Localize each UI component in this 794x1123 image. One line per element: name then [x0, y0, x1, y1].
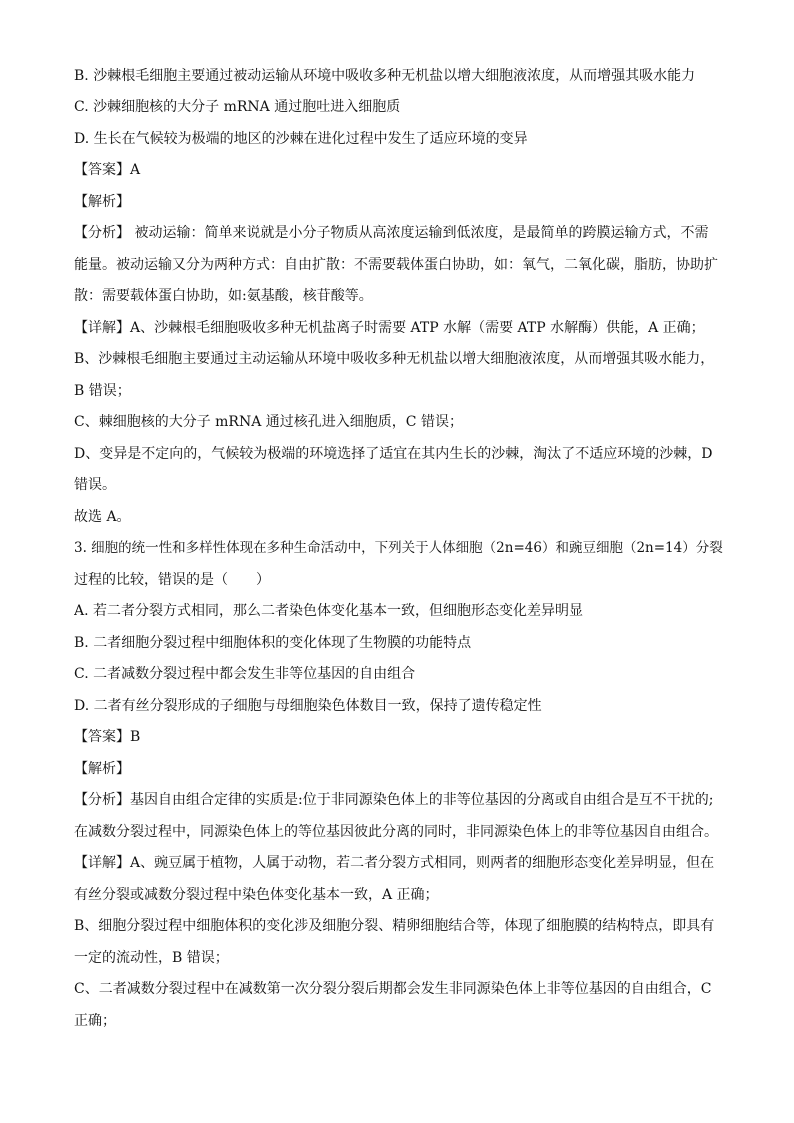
analysis-line: 【分析】基因自由组合定律的实质是:位于非同源染色体上的非等位基因的分离或自由组合是互不干扰的; [74, 792, 714, 808]
option-d-line: D. 二者有丝分裂形成的子细胞与母细胞染色体数目一致，保持了遗传稳定性 [74, 698, 542, 714]
answer-line: 【答案】B [74, 729, 141, 745]
question-3-line: 过程的比较，错误的是（ ） [74, 572, 270, 588]
option-b-line: B. 二者细胞分裂过程中细胞体积的变化体现了生物膜的功能特点 [74, 635, 472, 651]
detail-line: C、二者减数分裂过程中在减数第一次分裂分裂后期都会发生非同源染色体上非等位基因的自由组合，C [74, 981, 712, 997]
analysis-line: 散：需要载体蛋白协助，如:氨基酸，核苷酸等。 [74, 288, 373, 304]
option-c-line: C. 沙棘细胞核的大分子 mRNA 通过胞吐进入细胞质 [74, 99, 401, 115]
analysis-line: 能量。被动运输又分为两种方式：自由扩散：不需要载体蛋白协助，如：氧气，二氧化碳，脂肪，协助扩 [74, 257, 718, 273]
detail-line: 一定的流动性，B 错误； [74, 950, 229, 966]
detail-line: B、沙棘根毛细胞主要通过主动运输从环境中吸收多种无机盐以增大细胞液浓度，从而增强其吸水能力， [74, 351, 715, 367]
option-a-line: A. 若二者分裂方式相同，那么二者染色体变化基本一致，但细胞形态变化差异明显 [74, 603, 584, 619]
detail-line: 错误。 [74, 477, 116, 493]
detail-line: B 错误； [74, 383, 131, 399]
analysis-line: 在减数分裂过程中，同源染色体上的等位基因彼此分离的同时，非同源染色体上的非等位基因自由组合。 [74, 824, 718, 840]
answer-line: 【答案】A [74, 162, 141, 178]
question-3-line: 3. 细胞的统一性和多样性体现在多种生命活动中，下列关于人体细胞（2n=46）和豌豆细胞（2n=14）分裂 [74, 540, 723, 556]
explanation-heading: 【解析】 [74, 761, 130, 777]
choice-line: 故选 A。 [74, 509, 131, 525]
option-c-line: C. 二者减数分裂过程中都会发生非等位基因的自由组合 [74, 666, 416, 682]
detail-line: C、棘细胞核的大分子 mRNA 通过核孔进入细胞质，C 错误； [74, 414, 463, 430]
option-d-line: D. 生长在气候较为极端的地区的沙棘在进化过程中发生了适应环境的变异 [74, 131, 528, 147]
detail-line: 【详解】A、豌豆属于植物，人属于动物，若二者分裂方式相同，则两者的细胞形态变化差异明显，但在 [74, 855, 715, 871]
detail-line: 有丝分裂或减数分裂过程中染色体变化基本一致，A 正确； [74, 887, 439, 903]
detail-line: 正确； [74, 1013, 116, 1029]
explanation-heading: 【解析】 [74, 194, 130, 210]
analysis-line: 【分析】 被动运输：简单来说就是小分子物质从高浓度运输到低浓度，是最简单的跨膜运输方式，不需 [74, 225, 709, 241]
detail-line: 【详解】A、沙棘根毛细胞吸收多种无机盐离子时需要 ATP 水解（需要 ATP 水解酶）供能，A 正确； [74, 320, 705, 336]
detail-line: D、变异是不定向的，气候较为极端的环境选择了适宜在其内生长的沙棘，淘汰了不适应环境的沙棘，D [74, 446, 713, 462]
option-b-line: B. 沙棘根毛细胞主要通过被动运输从环境中吸收多种无机盐以增大细胞液浓度，从而增强其吸水能力 [74, 68, 696, 84]
detail-line: B、细胞分裂过程中细胞体积的变化涉及细胞分裂、精卵细胞结合等，体现了细胞膜的结构特点，即具有 [74, 918, 715, 934]
